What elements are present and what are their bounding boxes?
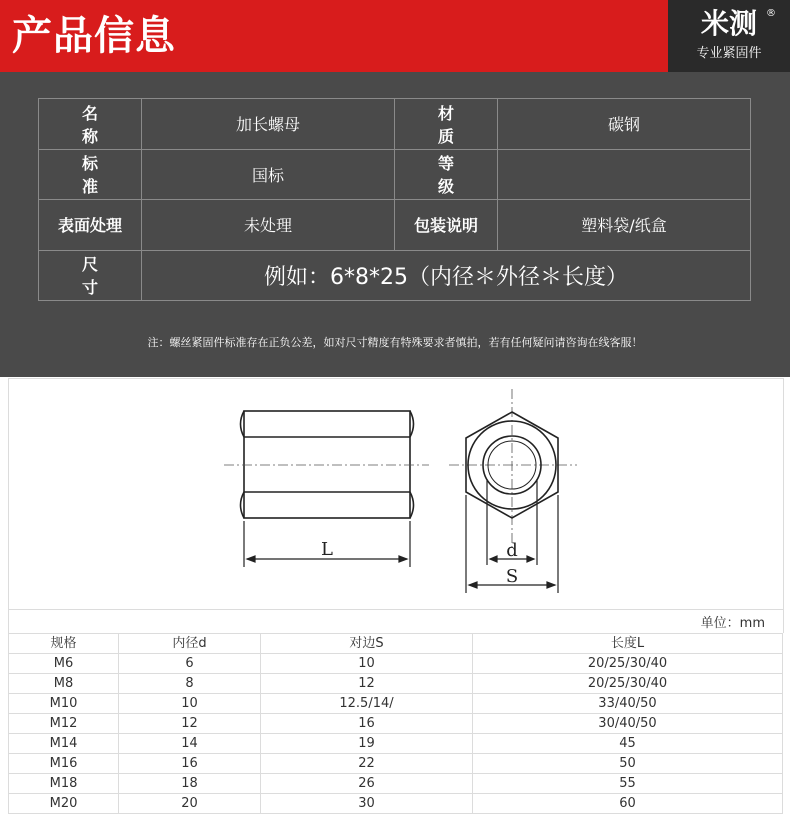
spec-header-row — [9, 634, 783, 654]
table-cell: 19 — [261, 734, 473, 754]
info-value — [498, 149, 751, 200]
info-row-size — [39, 250, 751, 301]
size-example: 例如：6*8*25（内径＊外径＊长度） — [142, 250, 751, 301]
table-row — [9, 674, 783, 694]
table-row — [9, 694, 783, 714]
table-cell: 12 — [261, 674, 473, 694]
table-cell: M20 — [9, 794, 119, 814]
product-info-panel — [0, 72, 790, 377]
info-label: 等级 — [395, 149, 498, 200]
table-cell: 12 — [119, 714, 261, 734]
dimension-label-S: S — [505, 566, 519, 587]
info-value: 碳钢 — [498, 99, 751, 150]
tolerance-notice: 注：螺丝紧固件标准存在正负公差，如对尺寸精度有特殊要求者慎拍，若有任何疑问请咨询在线客服！ — [147, 336, 643, 349]
table-cell: 45 — [473, 734, 783, 754]
info-row — [39, 99, 751, 150]
table-cell: 16 — [119, 754, 261, 774]
column-header: 规格 — [9, 634, 119, 654]
spec-table-body — [9, 654, 783, 814]
table-cell: M8 — [9, 674, 119, 694]
brand-logo: 米测 — [700, 7, 757, 40]
info-row — [39, 149, 751, 200]
info-label: 表面处理 — [39, 200, 142, 251]
table-cell: 55 — [473, 774, 783, 794]
dimension-label-L: L — [321, 539, 333, 560]
table-cell: 16 — [261, 714, 473, 734]
technical-drawing — [8, 378, 784, 610]
table-cell: 50 — [473, 754, 783, 774]
table-cell: M14 — [9, 734, 119, 754]
info-label: 名称 — [39, 99, 142, 150]
table-cell: 6 — [119, 654, 261, 674]
table-row — [9, 774, 783, 794]
page-title: 产品信息 — [12, 13, 176, 59]
table-cell: M16 — [9, 754, 119, 774]
info-row — [39, 200, 751, 251]
product-info-table — [38, 98, 751, 301]
unit-row — [8, 609, 784, 633]
table-cell: M10 — [9, 694, 119, 714]
table-cell: 20 — [119, 794, 261, 814]
table-cell: 60 — [473, 794, 783, 814]
table-row — [9, 654, 783, 674]
nut-drawing-svg — [9, 379, 783, 609]
table-row — [9, 754, 783, 774]
size-label: 尺寸 — [39, 250, 142, 301]
table-cell: 20/25/30/40 — [473, 674, 783, 694]
table-cell: M12 — [9, 714, 119, 734]
table-cell: 10 — [261, 654, 473, 674]
side-view-outline — [244, 411, 410, 518]
table-cell: 33/40/50 — [473, 694, 783, 714]
table-row — [9, 714, 783, 734]
table-cell: 26 — [261, 774, 473, 794]
dimension-label-d: d — [506, 540, 518, 561]
column-header: 内径d — [119, 634, 261, 654]
table-row — [9, 734, 783, 754]
table-cell: M6 — [9, 654, 119, 674]
table-cell: 12.5/14/ — [261, 694, 473, 714]
brand-slogan: 专业紧固件 — [696, 46, 762, 61]
registered-mark: ® — [766, 8, 776, 19]
table-cell: 30 — [261, 794, 473, 814]
unit-label: 单位：mm — [700, 616, 765, 631]
header-banner — [0, 0, 790, 72]
spec-table — [8, 633, 783, 814]
table-cell: 14 — [119, 734, 261, 754]
table-cell: M18 — [9, 774, 119, 794]
info-label: 标准 — [39, 149, 142, 200]
info-value: 加长螺母 — [142, 99, 395, 150]
table-row — [9, 794, 783, 814]
info-value: 国标 — [142, 149, 395, 200]
info-label: 包装说明 — [395, 200, 498, 251]
table-cell: 30/40/50 — [473, 714, 783, 734]
info-value: 未处理 — [142, 200, 395, 251]
table-cell: 10 — [119, 694, 261, 714]
info-label: 材质 — [395, 99, 498, 150]
table-cell: 8 — [119, 674, 261, 694]
table-cell: 20/25/30/40 — [473, 654, 783, 674]
table-cell: 22 — [261, 754, 473, 774]
column-header: 长度L — [473, 634, 783, 654]
brand-block — [668, 0, 790, 72]
table-cell: 18 — [119, 774, 261, 794]
info-value: 塑料袋/纸盒 — [498, 200, 751, 251]
column-header: 对边S — [261, 634, 473, 654]
